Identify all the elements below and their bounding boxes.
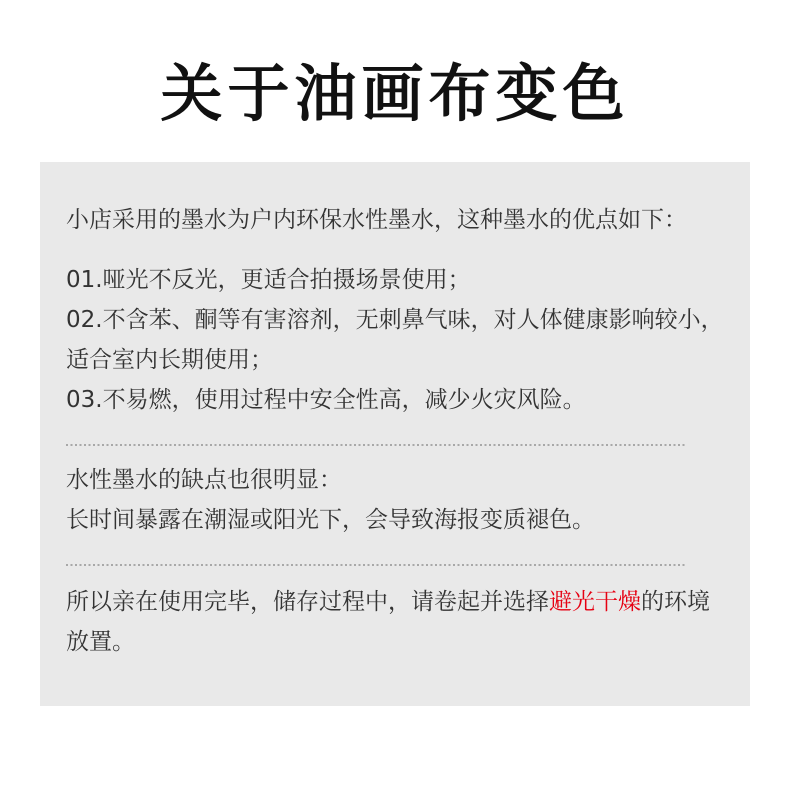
- advice-line-1: [66, 582, 724, 622]
- advantages-list: [66, 260, 724, 420]
- info-panel: [40, 162, 750, 706]
- dotted-divider: [66, 564, 686, 566]
- advantage-line-2: 02.不含苯、酮等有害溶剂，无刺鼻气味，对人体健康影响较小，: [66, 307, 724, 333]
- advantage-line-1: 01.哑光不反光，更适合拍摄场景使用；: [66, 267, 471, 293]
- drawbacks-heading: 水性墨水的缺点也很明显：: [66, 467, 342, 493]
- storage-advice: [66, 582, 724, 662]
- intro-text: 小店采用的墨水为户内环保水性墨水，这种墨水的优点如下：: [66, 207, 687, 233]
- drawbacks-section: [66, 460, 724, 540]
- page-title: 关于油画布变色: [160, 57, 630, 130]
- advice-highlight: 避光干燥: [549, 589, 641, 615]
- dotted-divider: [66, 444, 686, 446]
- drawbacks-detail: 长时间暴露在潮湿或阳光下，会导致海报变质褪色。: [66, 507, 595, 533]
- advice-line-2: 放置。: [66, 629, 135, 655]
- advice-prefix: 所以亲在使用完毕，储存过程中，请卷起并选择: [66, 589, 549, 615]
- advice-suffix: 的环境: [641, 589, 710, 615]
- advantage-line-2-cont: 适合室内长期使用；: [66, 347, 273, 373]
- advantage-line-3: 03.不易燃，使用过程中安全性高，减少火灾风险。: [66, 387, 586, 413]
